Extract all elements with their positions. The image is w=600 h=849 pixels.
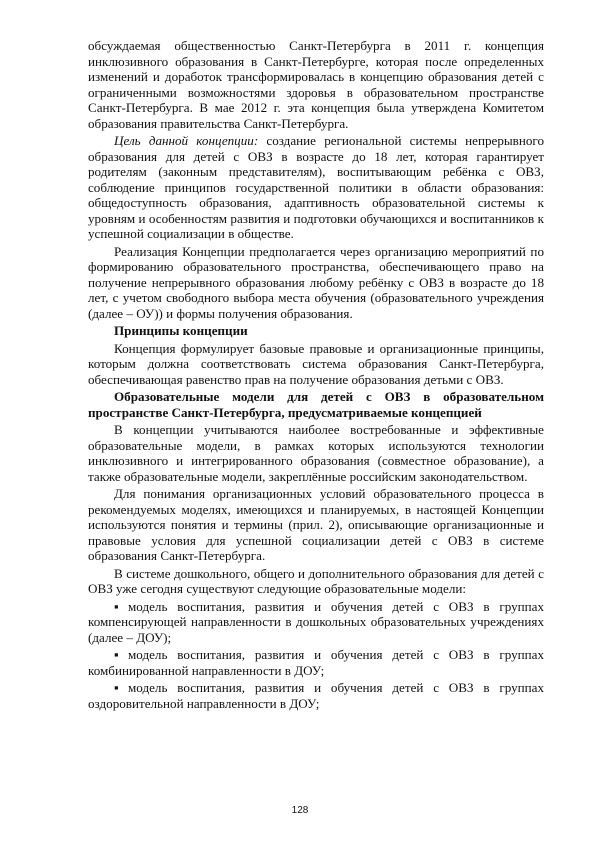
bullet-icon: ▪ (114, 647, 119, 662)
page-body (88, 38, 544, 713)
paragraph-implementation: Реализация Концепции предполагается через организацию мероприятий по формированию образовательного пространства, обеспечивающего право на получение непрерывного образования любому ребёнку с ОВЗ в возрасте до 18 лет, с учетом свободного выбора места обучения (образовательного учреждения (далее – ОУ)) и формы получения образования. (88, 243, 544, 321)
paragraph-principles: Концепция формулирует базовые правовые и организационные принципы, которым должна соответствовать система образования Санкт-Петербурга, обеспечивающая равенство прав на получение образования детьми с ОВЗ. (88, 340, 544, 387)
bullet-icon: ▪ (114, 598, 119, 614)
goal-text: создание региональной системы непрерывного образования для детей с ОВЗ в возрасте до 18 лет, которая гарантирует родителям (законным представителям), воспитывающим ребёнка с ОВЗ, соблюдение принципов государственной политики в области образования: общедоступность образования, адаптивность образовательной системы к уровням и особенностям развития и подготовки обучающихся и воспитанников к успешной социализации в обществе. (88, 133, 544, 241)
list-item (88, 680, 544, 711)
paragraph-intro: обсуждаемая общественностью Санкт-Петербурга в 2011 г. концепция инклюзивного образования в Санкт-Петербурге, которая после определенных изменений и доработок трансформировалась в концепцию образования детей с ограниченными возможностями здоровья в образовательном пространстве Санкт-Петербурга. В мае 2012 г. эта концепция была утверждена Комитетом образования правительства Санкт-Петербурга. (88, 38, 544, 131)
heading-principles: Принципы концепции (114, 323, 248, 338)
goal-label: Цель данной концепции: (114, 133, 259, 148)
list-item (88, 647, 544, 678)
list-item-text: модель воспитания, развития и обучения детей с ОВЗ в группах комбинированной направленности в ДОУ; (88, 647, 544, 678)
list-item-text: модель воспитания, развития и обучения детей с ОВЗ в группах оздоровительной направленности в ДОУ; (88, 680, 544, 711)
bullet-icon: ▪ (114, 680, 119, 695)
paragraph-models: В концепции учитываются наиболее востребованные и эффективные образовательные модели, в рамках которых используются технологии инклюзивного и интегрированного образования (совместное образование), а также образовательные модели, закреплённые российским законодательством. (88, 422, 544, 484)
heading-models: Образовательные модели для детей с ОВЗ в образовательном пространстве Санкт-Петербурга, предусматриваемые концепцией (88, 389, 544, 420)
list-item-text: модель воспитания, развития и обучения детей с ОВЗ в группах компенсирующей направленности в дошкольных образовательных учреждениях (далее – ДОУ); (88, 598, 544, 645)
paragraph-existing-models: В системе дошкольного, общего и дополнительного образования для детей с ОВЗ уже сегодня существуют следующие образовательные модели: (88, 565, 544, 596)
page-number: 128 (291, 805, 309, 816)
paragraph-goal (88, 133, 544, 242)
list-item (88, 599, 544, 646)
paragraph-terms: Для понимания организационных условий образовательного процесса в рекомендуемых моделях, имеющихся и планируемых, в настоящей Концепции используются понятия и термины (прил. 2), описывающие организационные и правовые условия для успешной социализации детей с ОВЗ в системе образования Санкт-Петербурга. (88, 486, 544, 563)
